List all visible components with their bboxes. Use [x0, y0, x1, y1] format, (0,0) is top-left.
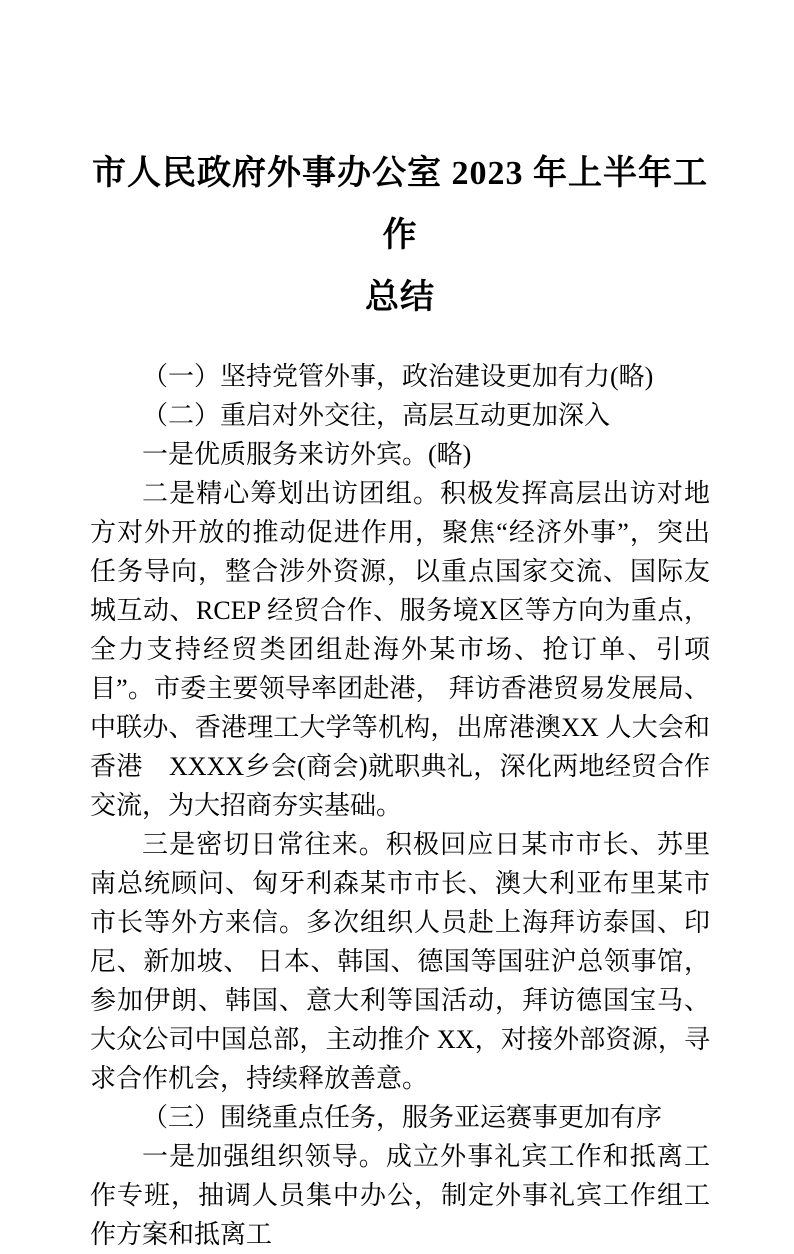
body-paragraph: 一是加强组织领导。成立外事礼宾工作和抵离工作专班，抽调人员集中办公，制定外事礼宾工作组工作方案和抵离工 — [90, 1141, 710, 1249]
document-title-line-2: 总结 — [365, 278, 435, 316]
document-title — [90, 143, 710, 329]
body-paragraph: 三是密切日常往来。积极回应日某市市长、苏里南总统顾问、匈牙利森某市市长、澳大利亚布里某市市长等外方来信。多次组织人员赴上海拜访泰国、印尼、新加坡、 日本、韩国、德国等国驻沪总领事馆，参加伊朗、韩国、意大利等国活动，拜访德国宝马、大众公司中国总部，主动推介 XX，对接外部资源，寻求合作机会，持续释放善意。 — [90, 829, 710, 1093]
section-heading: （一）坚持党管外事，政治建设更加有力(略) — [142, 361, 654, 391]
section-heading: （三）围绕重点任务，服务亚运赛事更加有序 — [142, 1102, 663, 1132]
body-paragraph: 二是精心筹划出访团组。积极发挥高层出访对地方对外开放的推动促进作用，聚焦“经济外事”，突出任务导向，整合涉外资源，以重点国家交流、国际友城互动、RCEP 经贸合作、服务境X区等方向为重点，全力支持经贸类团组赴海外某市场、抢订单、引项目”。市委主要领导率团赴港， 拜访香港贸易发展局、中联办、香港理工大学等机构，出席港澳XX 人大会和香港 XXXX乡会(商会)就职典礼，深化两地经贸合作交流，为大招商夯实基础。 — [90, 478, 710, 820]
section-heading: （二）重启对外交往，高层互动更加深入 — [142, 400, 611, 430]
document-title-line-1: 市人民政府外事办公室 2023 年上半年工作 — [92, 154, 708, 254]
document-body — [90, 357, 710, 1254]
body-paragraph: 一是优质服务来访外宾。(略) — [142, 439, 472, 469]
